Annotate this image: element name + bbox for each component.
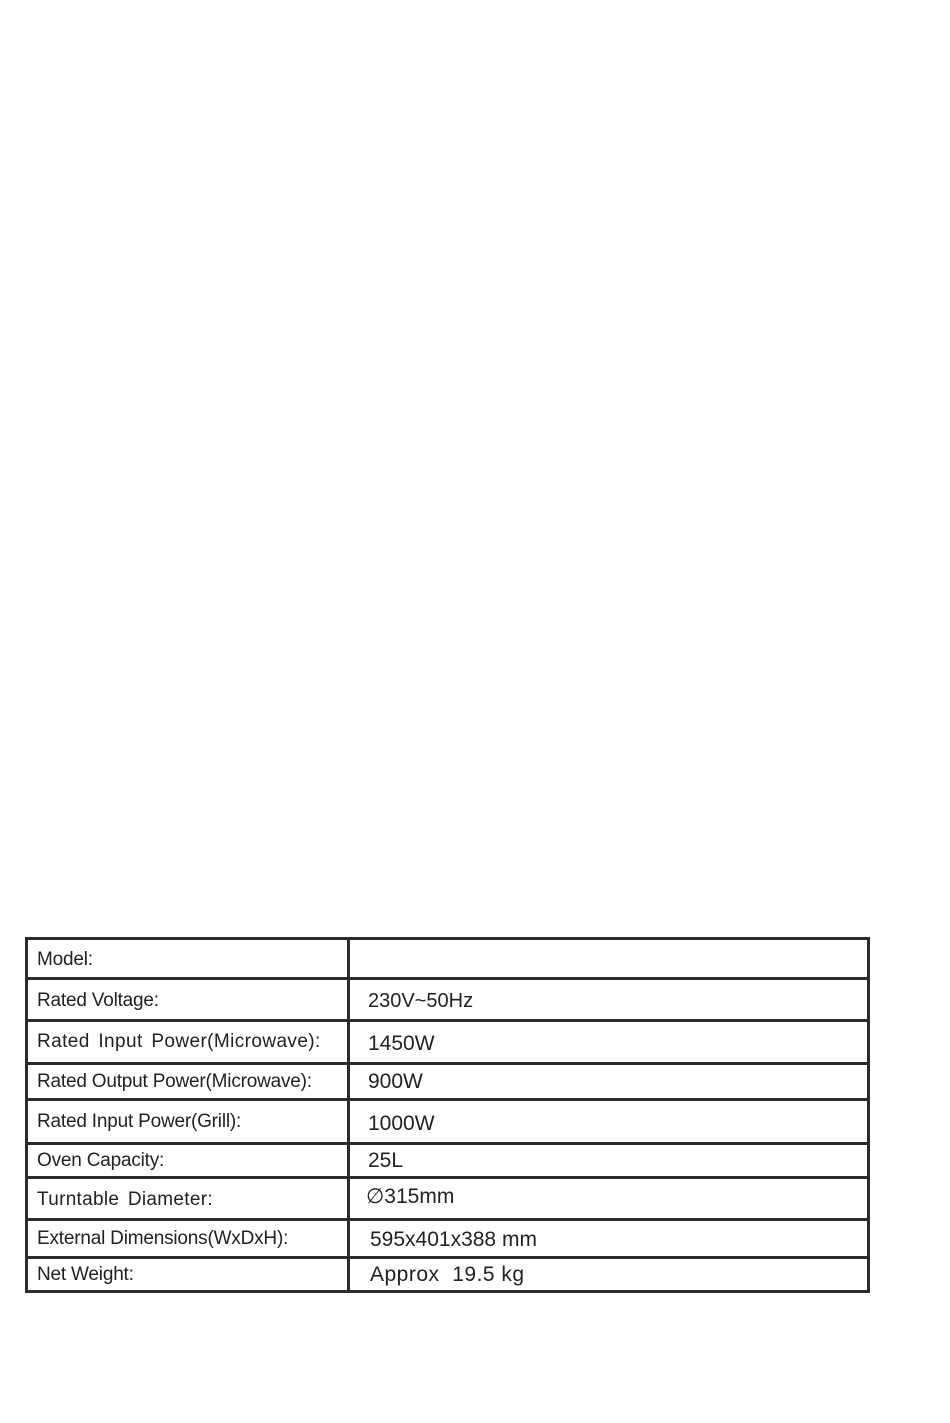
spec-row-rated-output-power-microwave [27,1064,869,1100]
spec-row-turntable-diameter [27,1178,869,1220]
spec-label-model: Model: [27,939,349,979]
spec-value-rated-voltage: 230V~50Hz [349,979,869,1021]
spec-value-rated-output-power-microwave: 900W [349,1064,869,1100]
spec-value-model [349,939,869,979]
spec-label-external-dimensions: External Dimensions(WxDxH): [27,1220,349,1258]
spec-label-net-weight: Net Weight: [27,1258,349,1292]
spec-row-rated-voltage [27,979,869,1021]
spec-row-net-weight [27,1258,869,1292]
spec-row-rated-input-power-microwave [27,1021,869,1064]
spec-label-rated-output-power-microwave: Rated Output Power(Microwave): [27,1064,349,1100]
specifications-table [25,937,870,1293]
spec-value-net-weight: Approx 19.5 kg [349,1258,869,1292]
spec-label-oven-capacity: Oven Capacity: [27,1144,349,1178]
spec-value-oven-capacity: 25L [349,1144,869,1178]
spec-value-rated-input-power-microwave: 1450W [349,1021,869,1064]
spec-label-turntable-diameter: Turntable Diameter: [27,1178,349,1220]
spec-label-rated-voltage: Rated Voltage: [27,979,349,1021]
spec-value-external-dimensions: 595x401x388 mm [349,1220,869,1258]
spec-row-external-dimensions [27,1220,869,1258]
spec-row-oven-capacity [27,1144,869,1178]
spec-value-rated-input-power-grill: 1000W [349,1100,869,1144]
spec-row-model [27,939,869,979]
spec-label-rated-input-power-grill: Rated Input Power(Grill): [27,1100,349,1144]
spec-value-turntable-diameter: ∅315mm [349,1178,869,1220]
spec-row-rated-input-power-grill [27,1100,869,1144]
spec-label-rated-input-power-microwave: Rated Input Power(Microwave): [27,1021,349,1064]
